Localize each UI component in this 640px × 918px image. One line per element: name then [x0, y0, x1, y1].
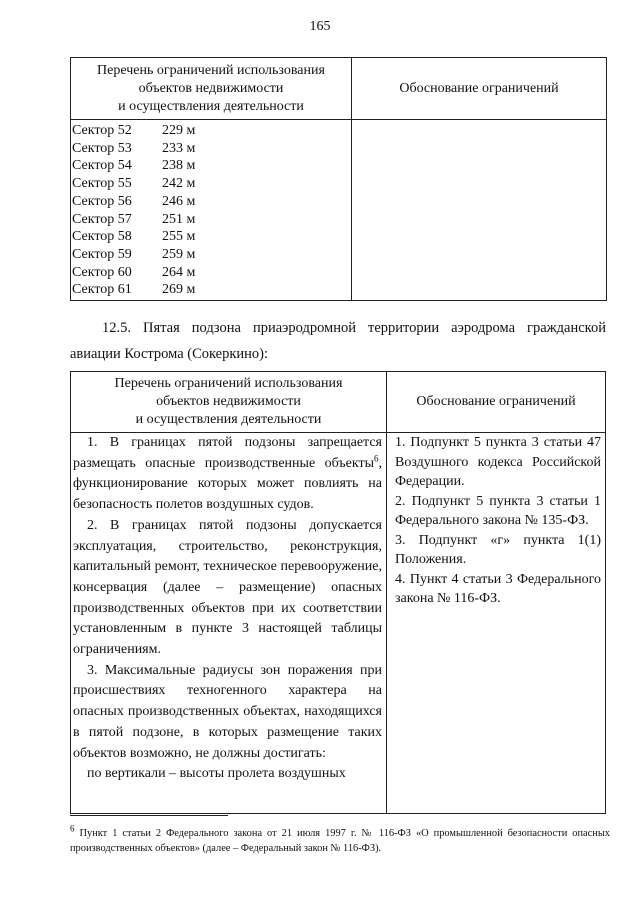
sector-distance: 264 м — [162, 264, 196, 280]
footnote-marker: 6 — [70, 823, 75, 834]
sector-distance: 242 м — [162, 176, 196, 192]
sector-distance: 233 м — [162, 140, 196, 156]
header-line: объектов недвижимости — [156, 394, 301, 409]
header-line: Перечень ограничений использования — [97, 63, 325, 78]
restriction-item-4: по вертикали – высоты пролета воздушных — [87, 766, 346, 782]
restriction-item-1 — [73, 433, 382, 516]
restriction-item-3: 3. Максимальные радиусы зон поражения при происшествиях техногенного характера на опасных производственных объектах, находящихся в пятой подзоне, в которых размещение таких объектов возможно, не должны достигать: — [73, 662, 382, 761]
header-line: Перечень ограничений использования — [114, 376, 343, 391]
restriction-item-2: 2. В границах пятой подзоны допускается эксплуатация, строительство, реконструкция, капитальный ремонт, техническое перевооружение, консервация (далее – размещение) опасных производственных объектов при их соответствии установленным в пункте 3 настоящей таблицы ограничениям. — [73, 517, 382, 658]
justification-item: 3. Подпункт «г» пункта 1(1) Положения. — [395, 532, 601, 567]
sector-distance: 238 м — [162, 158, 196, 174]
sector-row — [72, 175, 349, 193]
header-restrictions-list — [71, 372, 387, 433]
header-line: объектов недвижимости — [138, 81, 284, 96]
justification-item: 2. Подпункт 5 пункта 3 статьи 1 Федерального закона № 135-ФЗ. — [395, 493, 601, 528]
header-justification: Обоснование ограничений — [387, 372, 606, 433]
header-justification: Обоснование ограничений — [352, 58, 607, 120]
page-number: 165 — [309, 19, 331, 34]
restrictions-table-sectors — [70, 57, 607, 301]
sector-distance: 259 м — [162, 246, 196, 262]
table-header-row — [71, 58, 607, 120]
sector-distance: 246 м — [162, 193, 196, 209]
justification-cell — [387, 433, 606, 814]
restrictions-cell — [71, 433, 387, 814]
sector-name: Сектор 57 — [72, 211, 132, 227]
sector-list — [71, 120, 352, 301]
sector-row — [72, 211, 349, 229]
restriction-text: , функционирование которых может повлиять на безопасность полетов воздушных судов. — [73, 455, 382, 513]
sector-name: Сектор 59 — [72, 246, 132, 262]
sector-distance: 269 м — [162, 282, 196, 298]
justification-item: 1. Подпункт 5 пункта 3 статьи 47 Воздушного кодекса Российской Федерации. — [395, 435, 601, 489]
sector-name: Сектор 52 — [72, 123, 132, 138]
restriction-text: 1. В границах пятой подзоны запрещается размещать опасные производственные объекты — [73, 435, 382, 471]
sector-name: Сектор 61 — [72, 282, 132, 298]
sector-name: Сектор 56 — [72, 193, 132, 209]
sector-row — [72, 193, 349, 211]
table-header-row — [71, 372, 606, 433]
table-row — [71, 433, 606, 814]
footnote-text: Пункт 1 статьи 2 Федерального закона от 21 июля 1997 г. № 116-ФЗ «О промышленной безопасности опасных производственных объектов» (далее – Федеральный закон № 116-ФЗ). — [70, 828, 610, 854]
empty-justification-cell — [352, 120, 607, 301]
footnote-ref: 6 — [374, 453, 379, 464]
table-row — [71, 120, 607, 301]
sector-distance: 251 м — [162, 211, 196, 227]
header-restrictions-list — [71, 58, 352, 120]
restrictions-table-fifth-subzone — [70, 371, 606, 814]
sector-distance: 255 м — [162, 229, 196, 245]
sector-row — [72, 264, 349, 282]
footnote-divider — [70, 815, 228, 816]
sector-row — [72, 246, 349, 264]
sector-row — [72, 157, 349, 175]
header-line: и осуществления деятельности — [118, 99, 304, 114]
sector-name: Сектор 55 — [72, 176, 132, 192]
sector-name: Сектор 58 — [72, 229, 132, 245]
sector-row — [72, 122, 349, 140]
sector-distance: 229 м — [162, 123, 196, 138]
sector-row — [72, 281, 349, 299]
sector-name: Сектор 53 — [72, 140, 132, 156]
header-line: и осуществления деятельности — [135, 412, 322, 427]
sector-name: Сектор 54 — [72, 158, 132, 174]
subzone-paragraph: 12.5. Пятая подзона приаэродромной территории аэродрома гражданской авиации Кострома (Сокеркино): — [70, 320, 606, 362]
sector-name: Сектор 60 — [72, 264, 132, 280]
justification-item: 4. Пункт 4 статьи 3 Федерального закона № 116-ФЗ. — [395, 571, 601, 606]
sector-row — [72, 228, 349, 246]
sector-row — [72, 140, 349, 158]
footnote — [70, 823, 610, 856]
